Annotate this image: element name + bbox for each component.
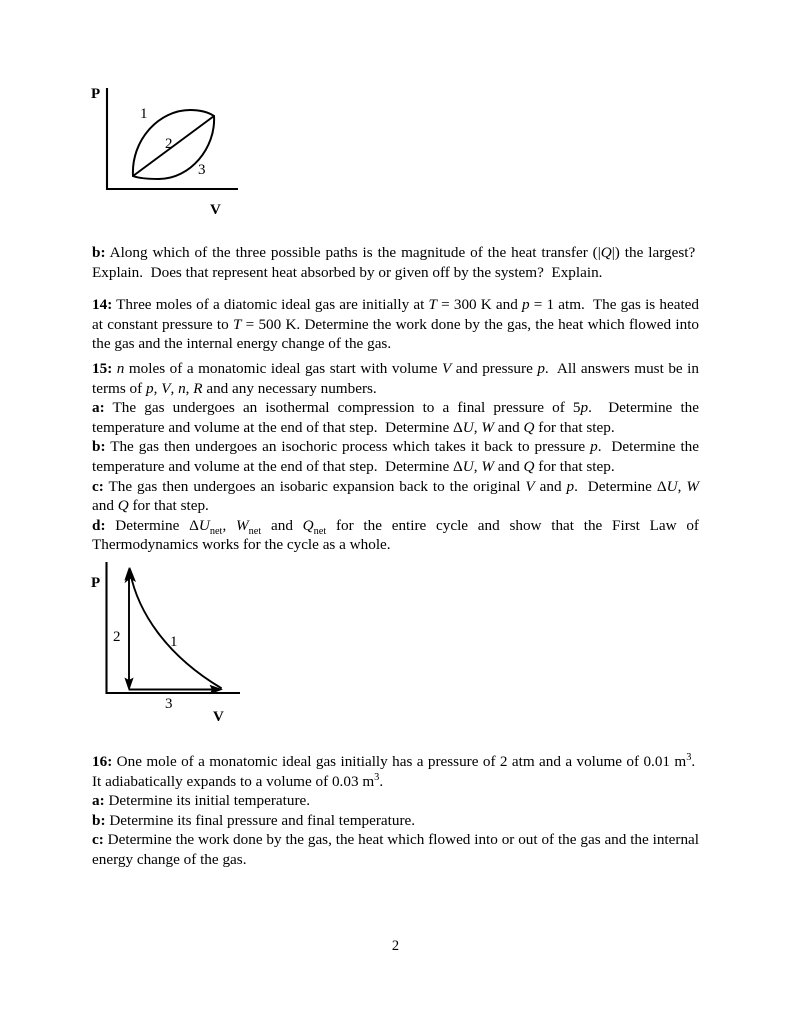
problem-label-15: 15: [92, 360, 113, 377]
part-label-d: d: [92, 516, 106, 534]
figure2-y-axis-label: P [91, 575, 101, 591]
problem-16-part-a: a: Determine its initial temperature. [92, 792, 311, 810]
problem-15-part-d: d: Determine $\Delta U_{net}$, $W_{net}$ and $Q_{net}$ for the entire cycle and show that the First Law of Thermodynamics works for the cycle as a whole. [92, 516, 699, 554]
problem-13b-part-b: b: Along which of the three possible paths is the magnitude of the heat transfer (|Q|) the largest? Explain. Does that represent heat absorbed by or given off by the system? Explain. [92, 244, 699, 281]
part-label-b: b: [92, 811, 106, 829]
figure-pv-three-step-cycle [86, 560, 356, 735]
problem-16-part-b: b: Determine its final pressure and final temperature. [92, 811, 416, 829]
part-label-c: c: [92, 477, 104, 495]
problem-14-block [92, 295, 699, 354]
problem-15-part-a: a: The gas undergoes an isothermal compression to a final pressure of 5p. Determine the temperature and volume at the end of that step. Determine ΔU, W and Q for that step. [92, 399, 699, 436]
part-label-c: c: [92, 831, 104, 849]
problem-14-statement: 14: Three moles of a diatomic ideal gas are initially at T = 300 K and p = 1 atm. The gas is heated at constant pressure to T = 500 K. Determine the work done by the gas, the heat which flowed into the gas and the internal energy change of the gas. [92, 296, 700, 353]
problem-13b-block [92, 243, 699, 282]
problem-15-part-c: c: The gas then undergoes an isobaric expansion back to the original V and p. Determine ΔU, W and Q for that step. [92, 477, 699, 515]
problem-15-part-b: b: The gas then undergoes an isochoric process which takes it back to pressure p. Determine the temperature and volume at the end of that step. Determine ΔU, W and Q for that step. [92, 438, 699, 475]
problem-16-statement: 16: One mole of a monatomic ideal gas initially has a pressure of 2 atm and a volume of 0.01 $m^3$. It adiabatically expands to a volume of 0.03 $m^3$. [92, 751, 699, 790]
figure1-y-axis-label: P [91, 86, 101, 102]
problem-15-block [92, 359, 699, 555]
figure1-x-axis-label: V [210, 202, 221, 218]
part-label-b: b: [92, 438, 106, 456]
figure1-path-label-3: 3 [198, 162, 206, 178]
problem-16-part-c: c: Determine the work done by the gas, the heat which flowed into or out of the gas and the internal energy change of the gas. [92, 831, 699, 868]
problem-15-statement: 15: n moles of a monatomic ideal gas start with volume V and pressure p. All answers must be in terms of p, V, n, R and any necessary numbers. [92, 360, 699, 397]
figure2-path-label-3: 3 [165, 696, 173, 712]
page-number: 2 [391, 938, 400, 954]
figure-pv-lens-cycle [86, 82, 346, 227]
part-label-a: a: [92, 399, 105, 417]
figure2-path-label-2: 2 [113, 629, 121, 645]
part-label-b: b: [92, 244, 106, 261]
figure1-path-label-2: 2 [165, 136, 173, 152]
isotherm-curve-path-1 [130, 572, 221, 688]
problem-label-14: 14: [92, 296, 113, 313]
figure2-x-axis-label: V [213, 709, 224, 725]
problem-16-block [92, 752, 699, 870]
part-label-a: a: [92, 792, 105, 810]
figure1-path-label-1: 1 [140, 106, 148, 122]
problem-label-16: 16: [92, 753, 113, 770]
figure2-path-label-1: 1 [170, 634, 178, 650]
